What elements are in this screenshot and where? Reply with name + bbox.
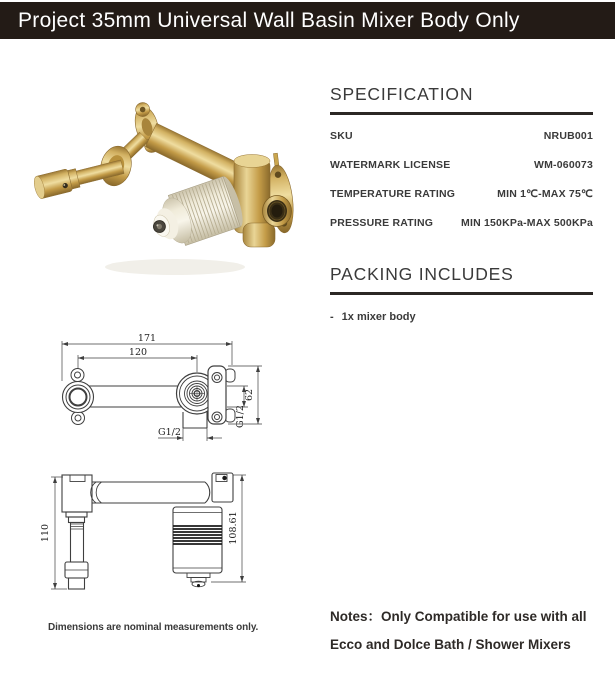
spec-value-watermark: WM-060073 — [534, 159, 593, 171]
product-photo — [25, 85, 315, 295]
notes-line2: Ecco and Dolce Bath / Shower Mixers — [330, 637, 571, 652]
packing-section — [330, 264, 593, 323]
front-view-drawing — [35, 328, 275, 453]
table-row — [330, 159, 593, 171]
dim-label-120: 120 — [128, 347, 148, 358]
specification-heading: SPECIFICATION — [330, 84, 593, 115]
spec-value-pressure: MIN 150KPa-MAX 500KPa — [461, 217, 593, 229]
side-wall-bracket — [212, 473, 233, 502]
spec-label-sku: SKU — [330, 130, 353, 142]
notes-label: Notes： — [330, 609, 382, 624]
left-spout-flange — [63, 369, 94, 425]
page-title: Project 35mm Universal Wall Basin Mixer Body Only — [18, 8, 520, 32]
dim-label-110: 110 — [40, 523, 51, 543]
spec-value-sku: NRUB001 — [543, 130, 593, 142]
dim-label-62: 62 — [244, 388, 255, 402]
threaded-inlet-socket — [263, 196, 292, 227]
main-body-tube — [145, 123, 246, 190]
specification-table — [330, 130, 593, 229]
title-bar — [0, 2, 615, 39]
spec-label-watermark: WATERMARK LICENSE — [330, 159, 451, 171]
dim-label-g12-side: G1/2 — [235, 405, 246, 428]
table-row — [330, 217, 593, 229]
spec-label-pressure: PRESSURE RATING — [330, 217, 434, 229]
spout-outlet-profile — [62, 475, 92, 589]
table-row — [330, 130, 593, 142]
white-cartridge-cap — [145, 174, 247, 253]
dim-label-g12-bottom: G1/2 — [158, 427, 181, 438]
dim-label-171: 171 — [137, 333, 157, 344]
horizontal-tube-profile — [91, 482, 210, 503]
dimensions-footnote: Dimensions are nominal measurements only. — [48, 622, 259, 633]
side-view-drawing — [35, 465, 255, 605]
packing-item-text: 1x mixer body — [341, 311, 416, 323]
spec-label-temperature: TEMPERATURE RATING — [330, 188, 456, 200]
ground-shadow — [105, 259, 245, 275]
list-bullet: - — [330, 311, 334, 323]
spec-value-temperature: MIN 1℃-MAX 75℃ — [497, 188, 593, 200]
compatibility-notes — [330, 603, 610, 659]
packing-heading: PACKING INCLUDES — [330, 264, 593, 295]
table-row — [330, 188, 593, 200]
specification-section — [330, 84, 593, 229]
list-item — [330, 311, 593, 323]
dim-label-108-61: 108.61 — [228, 511, 239, 545]
notes-line1: Only Compatible for use with all — [381, 609, 587, 624]
wall-mount-plate — [208, 366, 226, 424]
cartridge-housing-profile — [173, 507, 222, 587]
